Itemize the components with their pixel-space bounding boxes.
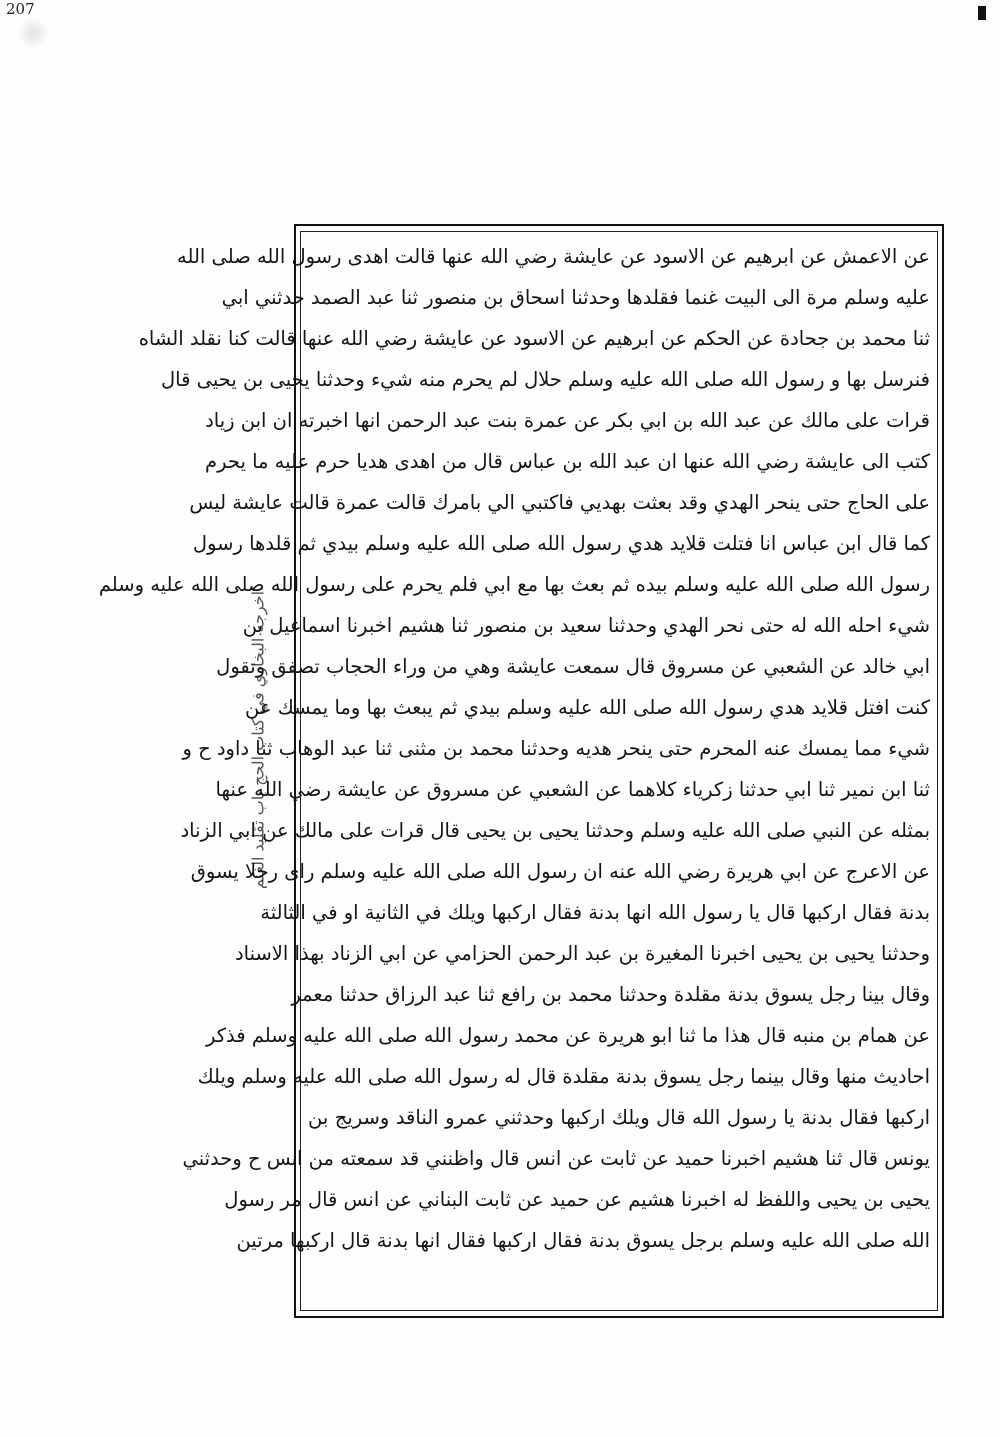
text-line-5: قرات على مالك عن عبد الله بن ابي بكر عن عمرة بنت عبد الرحمن انها اخبرته ان ابن زياد (205, 409, 930, 432)
marginal-note-text: اخرجه البخاري في كتاب الحج باب تقليد الغنم (248, 590, 268, 890)
text-line-22: اركبها فقال بدنة يا رسول الله قال ويلك اركبها وحدثني عمرو الناقد وسريج بن (308, 1106, 930, 1129)
text-line-6: كتب الى عايشة رضي الله عنها ان عبد الله بن عباس قال من اهدى هديا حرم عليه ما يحرم (205, 450, 930, 473)
text-line-12: كنت افتل قلايد هدي رسول الله صلى الله عليه وسلم بيدي ثم يبعث بها وما يمسك عن (245, 696, 930, 719)
text-line-2: عليه وسلم مرة الى البيت غنما فقلدها وحدثنا اسحاق بن منصور ثنا عبد الصمد حدثني ابي (221, 286, 930, 309)
ink-stain (18, 18, 48, 48)
text-line-1: عن الاعمش عن ابرهيم عن الاسود عن عايشة رضي الله عنها قالت اهدى رسول الله صلى الله (177, 245, 930, 268)
text-line-16: عن الاعرج عن ابي هريرة رضي الله عنه ان رسول الله صلى الله عليه وسلم راى رجلا يسوق (190, 860, 930, 883)
text-line-3: ثنا محمد بن جحادة عن الحكم عن ابرهيم عن الاسود عن عايشة رضي الله عنها قالت كنا نقلد الشاه (138, 327, 930, 350)
page-number: 207 (6, 0, 35, 18)
text-line-20: عن همام بن منبه قال هذا ما ثنا ابو هريرة عن محمد رسول الله صلى الله عليه وسلم فذكر (206, 1024, 930, 1047)
text-line-15: بمثله عن النبي صلى الله عليه وسلم وحدثنا يحيى بن يحيى قال قرات على مالك عن ابي الزناد (180, 819, 930, 842)
text-line-14: ثنا ابن نمير ثنا ابي حدثنا زكرياء كلاهما عن الشعبي عن مسروق عن عايشة رضي الله عنها (215, 778, 930, 801)
text-line-19: وقال بينا رجل يسوق بدنة مقلدة وحدثنا محمد بن رافع ثنا عبد الرزاق حدثنا معمر (291, 983, 930, 1006)
text-line-23: يونس قال ثنا هشيم اخبرنا حميد عن ثابت عن انس قال واظنني قد سمعته من انس ح وحدثني (182, 1147, 930, 1170)
text-line-17: بدنة فقال اركبها قال يا رسول الله انها بدنة فقال اركبها ويلك في الثانية او في الثالثة (260, 901, 930, 924)
text-line-4: فنرسل بها و رسول الله صلى الله عليه وسلم حلال لم يحرم منه شيء وحدثنا يحيى بن يحيى قال (161, 368, 930, 391)
text-line-7: على الحاج حتى ينحر الهدي وقد بعثت بهديي فاكتبي الي بامرك قالت عمرة قالت عايشة ليس (189, 491, 930, 514)
text-line-9: رسول الله صلى الله عليه وسلم بيده ثم بعث بها مع ابي فلم يحرم على رسول الله صلى الله عليه وسلم (98, 573, 930, 596)
text-line-11: ابي خالد عن الشعبي عن مسروق قال سمعت عايشة وهي من وراء الحجاب تصفق وتقول (216, 655, 930, 678)
text-line-25: الله صلى الله عليه وسلم برجل يسوق بدنة فقال اركبها فقال انها بدنة قال اركبها مرتين (236, 1229, 930, 1252)
text-line-10: شيء احله الله له حتى نحر الهدي وحدثنا سعيد بن منصور ثنا هشيم اخبرنا اسماعيل بن (242, 614, 930, 637)
text-line-8: كما قال ابن عباس انا فتلت قلايد هدي رسول الله صلى الله عليه وسلم بيدي ثم قلدها رسول (192, 532, 930, 555)
corner-mark (978, 6, 986, 20)
text-line-18: وحدثنا يحيى بن يحيى اخبرنا المغيرة بن عبد الرحمن الحزامي عن ابي الزناد بهذا الاسناد (234, 942, 930, 965)
text-line-21: احاديث منها وقال بينما رجل يسوق بدنة مقلدة قال له رسول الله صلى الله عليه وسلم ويلك (197, 1065, 930, 1088)
text-line-13: شيء مما يمسك عنه المحرم حتى ينحر هديه وحدثنا محمد بن مثنى ثنا عبد الوهاب ثنا داود ح و (182, 737, 930, 760)
text-line-24: يحيى بن يحيى واللفظ له اخبرنا هشيم عن حميد عن ثابت البناني عن انس قال مر رسول (224, 1188, 930, 1211)
